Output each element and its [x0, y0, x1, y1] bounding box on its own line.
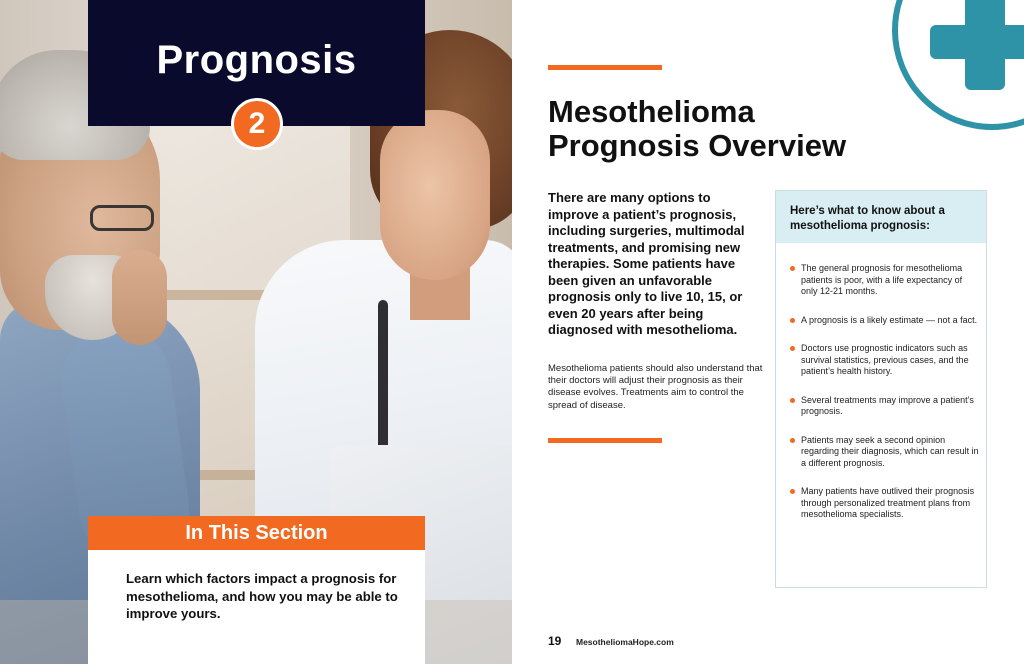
dot-icon [790, 489, 795, 494]
key-facts-list [790, 263, 980, 521]
dot-icon [790, 438, 795, 443]
heading-line-2: Prognosis Overview [548, 128, 847, 163]
list-item-text: A prognosis is a likely estimate — not a fact. [801, 314, 978, 325]
dot-icon [790, 266, 795, 271]
overview-heading [548, 95, 908, 163]
patient-hand [112, 250, 167, 345]
dot-icon [790, 318, 795, 323]
list-item [790, 263, 980, 298]
right-page [512, 0, 1024, 664]
key-facts-sidebar [775, 190, 987, 588]
page-title: Prognosis [156, 38, 357, 82]
section-number-badge: 2 [231, 98, 283, 150]
list-item [790, 486, 980, 521]
website-link[interactable]: MesotheliomaHope.com [576, 637, 674, 647]
divider-bottom [548, 438, 662, 443]
list-item [790, 315, 980, 327]
list-item [790, 343, 980, 378]
list-item-text: Doctors use prognostic indicators such as survival statistics, previous cases, and the patient’s health history. [801, 343, 969, 376]
page-number: 19 [548, 634, 562, 648]
sidebar-title: Here’s what to know about a mesothelioma prognosis: [776, 191, 986, 243]
section-box [88, 516, 425, 664]
doctor-face [380, 110, 490, 280]
list-item [790, 395, 980, 418]
stethoscope [378, 300, 388, 450]
section-description: Learn which factors impact a prognosis for mesothelioma, and how you may be able to improve yours. [126, 571, 398, 621]
divider-top [548, 65, 662, 70]
glasses [90, 205, 154, 231]
list-item-text: Many patients have outlived their prognosis through personalized treatment plans from mesothelioma specialists. [801, 486, 975, 519]
body-paragraph: Mesothelioma patients should also understand that their doctors will adjust their prognosis as their disease evolves. Treatments aim to control the spread of disease. [548, 363, 763, 411]
dot-icon [790, 398, 795, 403]
plus-icon-horizontal [930, 25, 1024, 59]
dot-icon [790, 346, 795, 351]
list-item-text: Patients may seek a second opinion regarding their diagnosis, which can result in a different prognosis. [801, 434, 979, 468]
section-header: In This Section [88, 516, 425, 550]
list-item [790, 435, 980, 470]
list-item-text: Several treatments may improve a patient’s prognosis. [801, 394, 974, 416]
heading-line-1: Mesothelioma [548, 94, 755, 129]
list-item-text: The general prognosis for mesothelioma patients is poor, with a life expectancy of only 12-21 months. [801, 263, 963, 296]
lead-paragraph: There are many options to improve a patient’s prognosis, including surgeries, multimodal treatments, and promising new therapies. Some patients have been given an unfavorable prognosis only to live 10, 15, or even 20 years after being diagnosed with mesothelioma. [548, 190, 745, 337]
